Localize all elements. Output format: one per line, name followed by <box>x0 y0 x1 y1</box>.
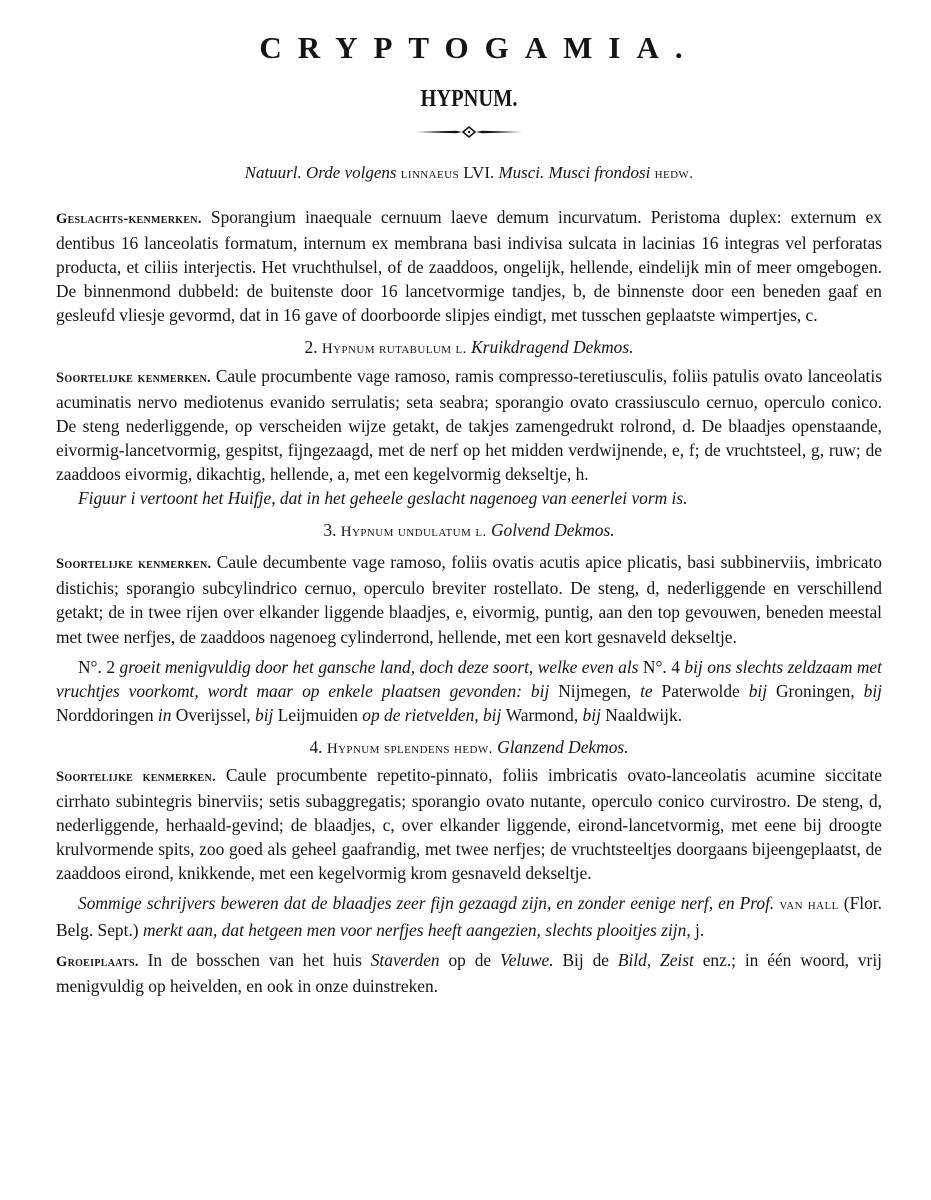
species-4-heading: 4. Hypnum splendens hedw. Glanzend Dekmos. <box>309 736 629 757</box>
species-2-heading: 2. Hypnum rutabulum l. Kruikdragend Dekmos. <box>304 337 634 358</box>
habitat: Groeiplaats. In de bosschen van het huis Staverden op de Veluwe. Bij de Bild, Zeist enz.; in één woord, vrij menigvuldig op heivelden, en ook in onze duinstreken. <box>56 949 882 996</box>
ornament-divider <box>414 126 524 138</box>
species-4-characters: Soortelijke kenmerken. Caule procumbente repetito-pinnato, foliis imbricatis ovato-lanceolatis acumine siccitate cirrhato subintegris binerviis; setis subaggregatis; sporangio ovato nutante, operculo conico curvirostro. De steng, d, nederliggende, herhaald-gevind; de blaadjes, c, over elkander liggende, eirond-lancetvormig, met eene bij droogte krulvormende spits, zoo goed als geheel gaafrandig, met twee nerfjes; de vruchtsteeltjes doorgaans bijeengeplaatst, de zaaddoos eirond, knikkende, met een kegelvormig krom gesnaveld dekseltje. <box>56 764 882 884</box>
document-page <box>56 28 882 998</box>
genus-characters: Geslachts-kenmerken. Sporangium inaequale cernuum laeve demum incurvatum. Peristoma duplex: externum ex dentibus 16 lanceolatis formatum, internum ex membrana basi indivisa sulcata in lacinias 16 integras vel perforatas producta, et ciliis interjectis. Het vruchthulsel, of de zaaddoos, ongelijk, hellende, eindelijk min of meer omgebogen. De binnenmond dubbeld: de buitenste door 16 lancetvormige tandjes, b, de binnenste door een beneden gaaf en gesleufd vliesje gevormd, dat in 16 gave of doorboorde slipjes eindigt, met tusschen geplaatste wimpertjes, c. <box>56 207 882 326</box>
species-3-heading: 3. Hypnum undulatum l. Golvend Dekmos. <box>323 520 615 541</box>
classification-line: Natuurl. Orde volgens linnaeus LVI. Musci. Musci frondosi hedw. <box>244 163 694 182</box>
distribution-note: N°. 2 groeit menigvuldig door het gansche land, doch deze soort, welke even als N°. 4 bij ons slechts zeldzaam met vruchtjes voorkomt, wordt maar op enkele plaatsen gevonden: bij Nijmegen, te Paterwolde bij Groningen, bij Norddoringen in Overijssel, bij Leijmuiden op de rietvelden, bij Warmond, bij Naaldwijk. <box>56 656 882 725</box>
authors-note: Sommige schrijvers beweren dat de blaadjes zeer fijn gezaagd zijn, en zonder eenige nerf, en Prof. van hall (Flor. Belg. Sept.) merkt aan, dat hetgeen men voor nerfjes heeft aangezien, slechts plooitjes zijn, j. <box>56 893 882 940</box>
species-3-characters: Soortelijke kenmerken. Caule decumbente vage ramoso, foliis ovatis acutis apice plicatis, basi subbinerviis, imbricato distichis; sporangio subcylindrico cernuo, operculo breviter rostellato. De steng, d, nederliggende en verschillend getakt; de in twee rijen over elkander liggende blaadjes, e, eivormig, puntig, aan den top gevouwen, beneden meestal met twee nerfjes, de zaaddoos nagenoeg cylinderrond, hellende, met een kort gesnaveld dekseltje. <box>56 552 882 647</box>
page-title: CRYPTOGAMIA. <box>259 30 699 65</box>
species-2-note: Figuur i vertoont het Huifje, dat in het geheele geslacht nagenoeg van eenerlei vorm is. <box>78 488 688 509</box>
genus-title: HYPNUM. <box>420 86 518 112</box>
species-2-characters: Soortelijke kenmerken. Caule procumbente vage ramoso, ramis compresso-teretiusculis, foliis patulis ovato lanceolatis acuminatis nervo mediotenus evanido serrulatis; seta seabra; sporangio ovato crassiusculo cernuo, operculo conico. De steng nederliggende, op verscheiden wijze getakt, de takjes zamengedrukt rolrond, d. De blaadjes openstaande, eivormig-lancetvormig, gespitst, fijngezaagd, met de nerf op het midden verdwijnende, e, f; de vruchtsteel, g, ruw; de zaaddoos eivormig, dikachtig, hellende, a, met een kegelvormig dekseltje, h. <box>56 365 882 484</box>
